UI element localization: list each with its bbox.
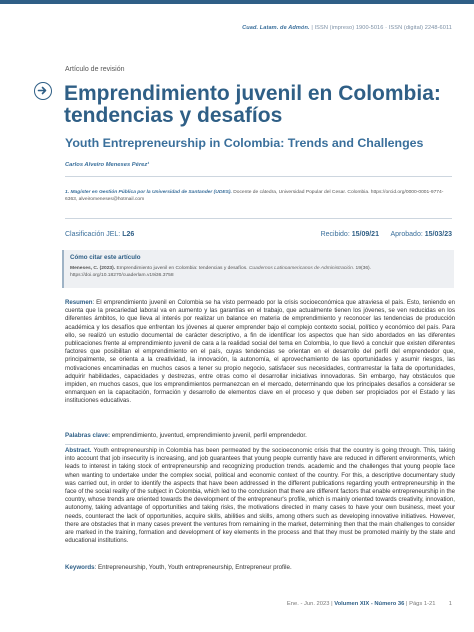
resumen-label: Resumen [65, 299, 93, 306]
palabras-clave [65, 432, 455, 439]
keywords [65, 564, 455, 571]
footer-volume: Volumen XIX - Número 36 [334, 601, 405, 607]
footer-pages: Págs 1-21 [409, 601, 436, 607]
abstract-text: Youth entrepreneurship in Colombia has been permeated by the socioeconomic crisis that the country is going through. This, taking into account that job insecurity is increasing, and job guarantees that young people currently have are reduced in different environments, which leads to interest in taking stock of entrepreneurship and recognizing production trends. academic and the challenges that young people face when wanting to undertake under the complex social, political and economic context of the country. For this, a descriptive documentary study was carried out, in order to identify the aspects that have been addressed in the different publications regarding youth entrepreneurship in the face of the social reality of the subject in Colombia, which led to the conclusion that there are different factors that enable entrepreneurship in the country, whose trends are oriented towards the development of the entrepreneur's profile, which is mainly oriented towards creativity, innovation, autonomy, taking advantage of opportunities and taking risks, the motivations directed in many cases to have your own business, meet your needs, counteract the lack of opportunities, acquire skills, abilities and skills, among others such as developing innovative initiatives. However, there are obstacles that in many cases prevent the ventures from remaining in the market, determining then that the main challenges to consider are marked in the training, formation and development of key elements in the process and that they must be promoted mainly by the state and educational institutions. [65, 447, 455, 545]
citation-title: Emprendimiento juvenil en Colombia: tendencias y desafíos. [116, 266, 248, 271]
palabras-text: emprendimiento, juventud, emprendimiento juvenil, perfil emprendedor. [110, 432, 307, 439]
author-affiliation [65, 189, 453, 203]
affiliation-text: Docente de cátedra, Universidad Popular del Cesar. Colombia. https://orcid.org/0000-0001-9774-6363, alveiromeneses@hotmail.com [65, 190, 444, 202]
keywords-label: Keywords [65, 564, 95, 571]
citation-heading: Cómo citar este artículo [70, 254, 141, 261]
received-label: Recibido: [320, 231, 350, 238]
article-dates [321, 231, 452, 238]
journal-header: Cuad. Latam. de Admón. | ISSN (impreso) 1900-5016 · ISSN (digital) 2248-6011 [242, 25, 452, 31]
journal-name: Cuad. Latam. de Admón. [242, 25, 310, 31]
footer-date: Ene. - Jun. 2023 [286, 601, 330, 607]
author-name: Carlos Alveiro Meneses Pérez¹ [65, 162, 150, 168]
abstract-label: Abstract. [65, 447, 92, 454]
divider [65, 176, 452, 177]
arrow-right-circle-icon [34, 82, 52, 100]
citation-doi[interactable]: 19(36). https://doi.org/10.18270/cuaderlam.v19i36.3758 [70, 266, 372, 278]
issn-print: ISSN (impreso) 1900-5016 [314, 25, 384, 31]
page-footer: Ene. - Jun. 2023 | Volumen XIX - Número 36 | Págs 1-21 1 [286, 601, 452, 607]
article-subtitle: Youth Entrepreneurship in Colombia: Trends and Challenges [65, 136, 424, 150]
issn-digital: ISSN (digital) 2248-6011 [388, 25, 452, 31]
citation-box [62, 250, 454, 288]
article-type: Artículo de revisión [65, 66, 125, 73]
divider [65, 444, 452, 445]
citation-journal: Cuadernos Latinoamericanos de Administración. [248, 266, 355, 271]
affiliation-label: 1. Magíster en Gestión Pública por la Universidad de Santander (UDES). [65, 190, 232, 195]
approved-label: Aprobado: [390, 231, 423, 238]
resumen-paragraph [65, 299, 455, 406]
keywords-text: : Entrepreneurship, Youth, Youth entrepreneurship, Entrepreneur profile. [94, 564, 292, 571]
palabras-label: Palabras clave: [65, 432, 111, 439]
approved-date: 15/03/23 [424, 231, 452, 238]
resumen-text: : El emprendimiento juvenil en Colombia se ha visto permeado por la crisis socioeconómica que atraviesa el país. Esto, teniendo en cuenta que la precariedad laboral va en aumento y las garantías en el trabajo, que actualmente tienen los jóvenes, se ven reducidas en los diferentes ámbitos, lo que lleva al interés por realizar un balance en materia de emprendimiento y reconocer las tendencias de producción académica y los desafíos que enfrentan los jóvenes al querer emprender bajo el complejo contexto social, político y económico del país. Para ello, se realizó un estudio documental de carácter descriptivo, a fin de identificar los aspectos que han sido abordados en las diferentes publicaciones frente al emprendimiento juvenil de cara a la realidad social del tema en Colombia, lo que llevó a concluir que existen diferentes factores que posibilitan el emprendimiento en el país, cuyas tendencias se orientan en el desarrollo del perfil del emprendedor que, principalmente, se orienta a la creatividad, la innovación, la autonomía, el aprovechamiento de las oportunidades y asumir riesgos, las motivaciones encaminadas en muchos casos a tener su propio negocio, satisfacer sus necesidades, contrarrestar la falta de oportunidades, adquirir habilidades, capacidades y destrezas, entre otras como el desarrollar iniciativas innovadoras. Sin embargo, hay obstáculos que impiden, en muchos casos, que los emprendimientos permanezcan en el mercado, determinando que los principales desafíos a considerar se enmarquen en la capacitación, formación y desarrollo de elementos clave en el proceso y que deben ser propiciados por el Estado y las instituciones educativas. [65, 299, 455, 405]
received-date: 15/09/21 [351, 231, 379, 238]
citation-author: Meneses, C. (2023). [70, 266, 116, 271]
abstract-paragraph [65, 447, 455, 545]
divider [65, 218, 452, 219]
top-rule [0, 0, 474, 4]
page-number: 1 [448, 601, 452, 607]
jel-label: Clasificación JEL: [65, 231, 121, 238]
jel-classification [65, 231, 134, 238]
article-title: Emprendimiento juvenil en Colombia: tendencias y desafíos [64, 82, 441, 127]
jel-value: L26 [122, 231, 135, 238]
citation-text [70, 265, 448, 279]
